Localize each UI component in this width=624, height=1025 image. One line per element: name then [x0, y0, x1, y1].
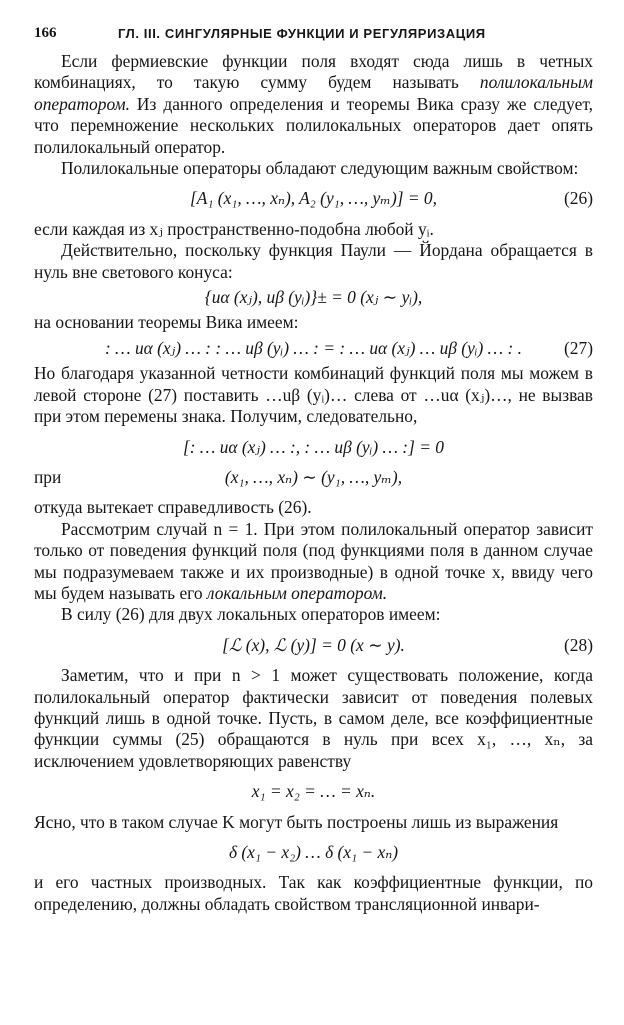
paragraph-conclusion: откуда вытекает справедливость (26). — [34, 497, 312, 518]
equation-anticommutator — [34, 287, 593, 308]
defined-term: локальным оператором. — [206, 582, 388, 603]
paragraph-condition: если каждая из xⱼ пространственно-подобна любой yᵢ. — [34, 218, 434, 239]
equation-26 — [34, 188, 593, 209]
paragraph-text: Из данного определения и теоремы Вика сразу же следует, что перемножение нескольких полилокальных операторов дает опять полилокальный оператор. — [34, 93, 593, 157]
equation-condition — [34, 467, 593, 488]
equation-commutator — [34, 437, 593, 458]
equation-text: [: … uα (xⱼ) … :, : … uβ (yᵢ) … :] = 0 — [183, 436, 444, 457]
paragraph-definition — [34, 51, 593, 158]
page-header — [34, 25, 593, 51]
running-head: ГЛ. III. СИНГУЛЯРНЫЕ ФУНКЦИИ И РЕГУЛЯРИЗАЦИЯ — [118, 26, 486, 41]
paragraph-two-local: В силу (26) для двух локальных операторов имеем: — [61, 604, 441, 625]
defined-term: полилокальным оператором. — [34, 72, 593, 114]
equation-delta — [34, 842, 593, 863]
equation-text: (x₁, …, xₙ) ∼ (y₁, …, yₘ), — [224, 466, 403, 487]
equation-27 — [34, 338, 593, 359]
equation-equal-points — [34, 781, 593, 802]
equation-text: : … uα (xⱼ) … : : … uβ (yᵢ) … : = : … uα (xⱼ) … uβ (yᵢ) … : . — [105, 337, 522, 358]
equation-28 — [34, 635, 593, 656]
paragraph-clear: Ясно, что в таком случае K могут быть построены лишь из выражения — [34, 811, 559, 832]
paragraph-text: Рассмотрим случай n = 1. При этом полилокальный оператор зависит только от поведения функций поля (под функциями поля в данном случае мы подразумеваем также и их производные) в одной точке x, ввиду чего мы будем называть его — [34, 518, 593, 603]
equation-text: x₁ = x₂ = … = xₙ. — [251, 781, 376, 802]
equation-text: [A₁ (x₁, …, xₙ), A₂ (y₁, …, yₘ)] = 0, — [190, 188, 437, 209]
paragraph-wick: на основании теоремы Вика имеем: — [34, 312, 299, 333]
paragraph-remark: Заметим, что и при n > 1 может существовать положение, когда полилокальный оператор фактически зависит от поведения полевых функций лишь в одной точке. Пусть, в самом деле, все коэффициентные функции суммы (25) обращаются в нуль при всех x₁, …, xₙ, за исключением удовлетворяющих равенству — [34, 665, 593, 771]
page-content — [34, 51, 593, 915]
equation-number: (27) — [564, 337, 593, 358]
book-page — [0, 25, 624, 1025]
equation-text: δ (x₁ − x₂) … δ (x₁ − xₙ) — [228, 842, 399, 862]
page-number: 166 — [34, 25, 57, 41]
paragraph-local-operator — [34, 519, 593, 605]
paragraph-derivatives: и его частных производных. Так как коэффициентные функции, по определению, должны обладать свойством трансляционной инвари- — [34, 872, 593, 914]
paragraph-pauli-jordan: Действительно, поскольку функция Паули — Йордана обращается в нуль вне светового конуса: — [34, 240, 593, 282]
equation-number: (28) — [564, 634, 593, 655]
equation-text: [ℒ (x), ℒ (y)] = 0 (x ∼ y). — [222, 634, 405, 655]
equation-number: (26) — [564, 188, 593, 209]
paragraph-parity: Но благодаря указанной четности комбинаций функций поля мы можем в левой стороне (27) поставить …uβ (yᵢ)… слева от …uα (xⱼ)…, не вызвав при этом перемены знака. Получим, следовательно, — [34, 363, 593, 427]
paragraph-text: Если фермиевские функции поля входят сюда лишь в четных комбинациях, то такую сумму будем называть — [34, 51, 593, 93]
equation-text: {uα (xⱼ), uβ (yᵢ)}± = 0 (xⱼ ∼ yᵢ), — [204, 287, 423, 308]
paragraph-property: Полилокальные операторы обладают следующим важным свойством: — [61, 158, 579, 179]
equation-label-pri: при — [34, 466, 62, 487]
